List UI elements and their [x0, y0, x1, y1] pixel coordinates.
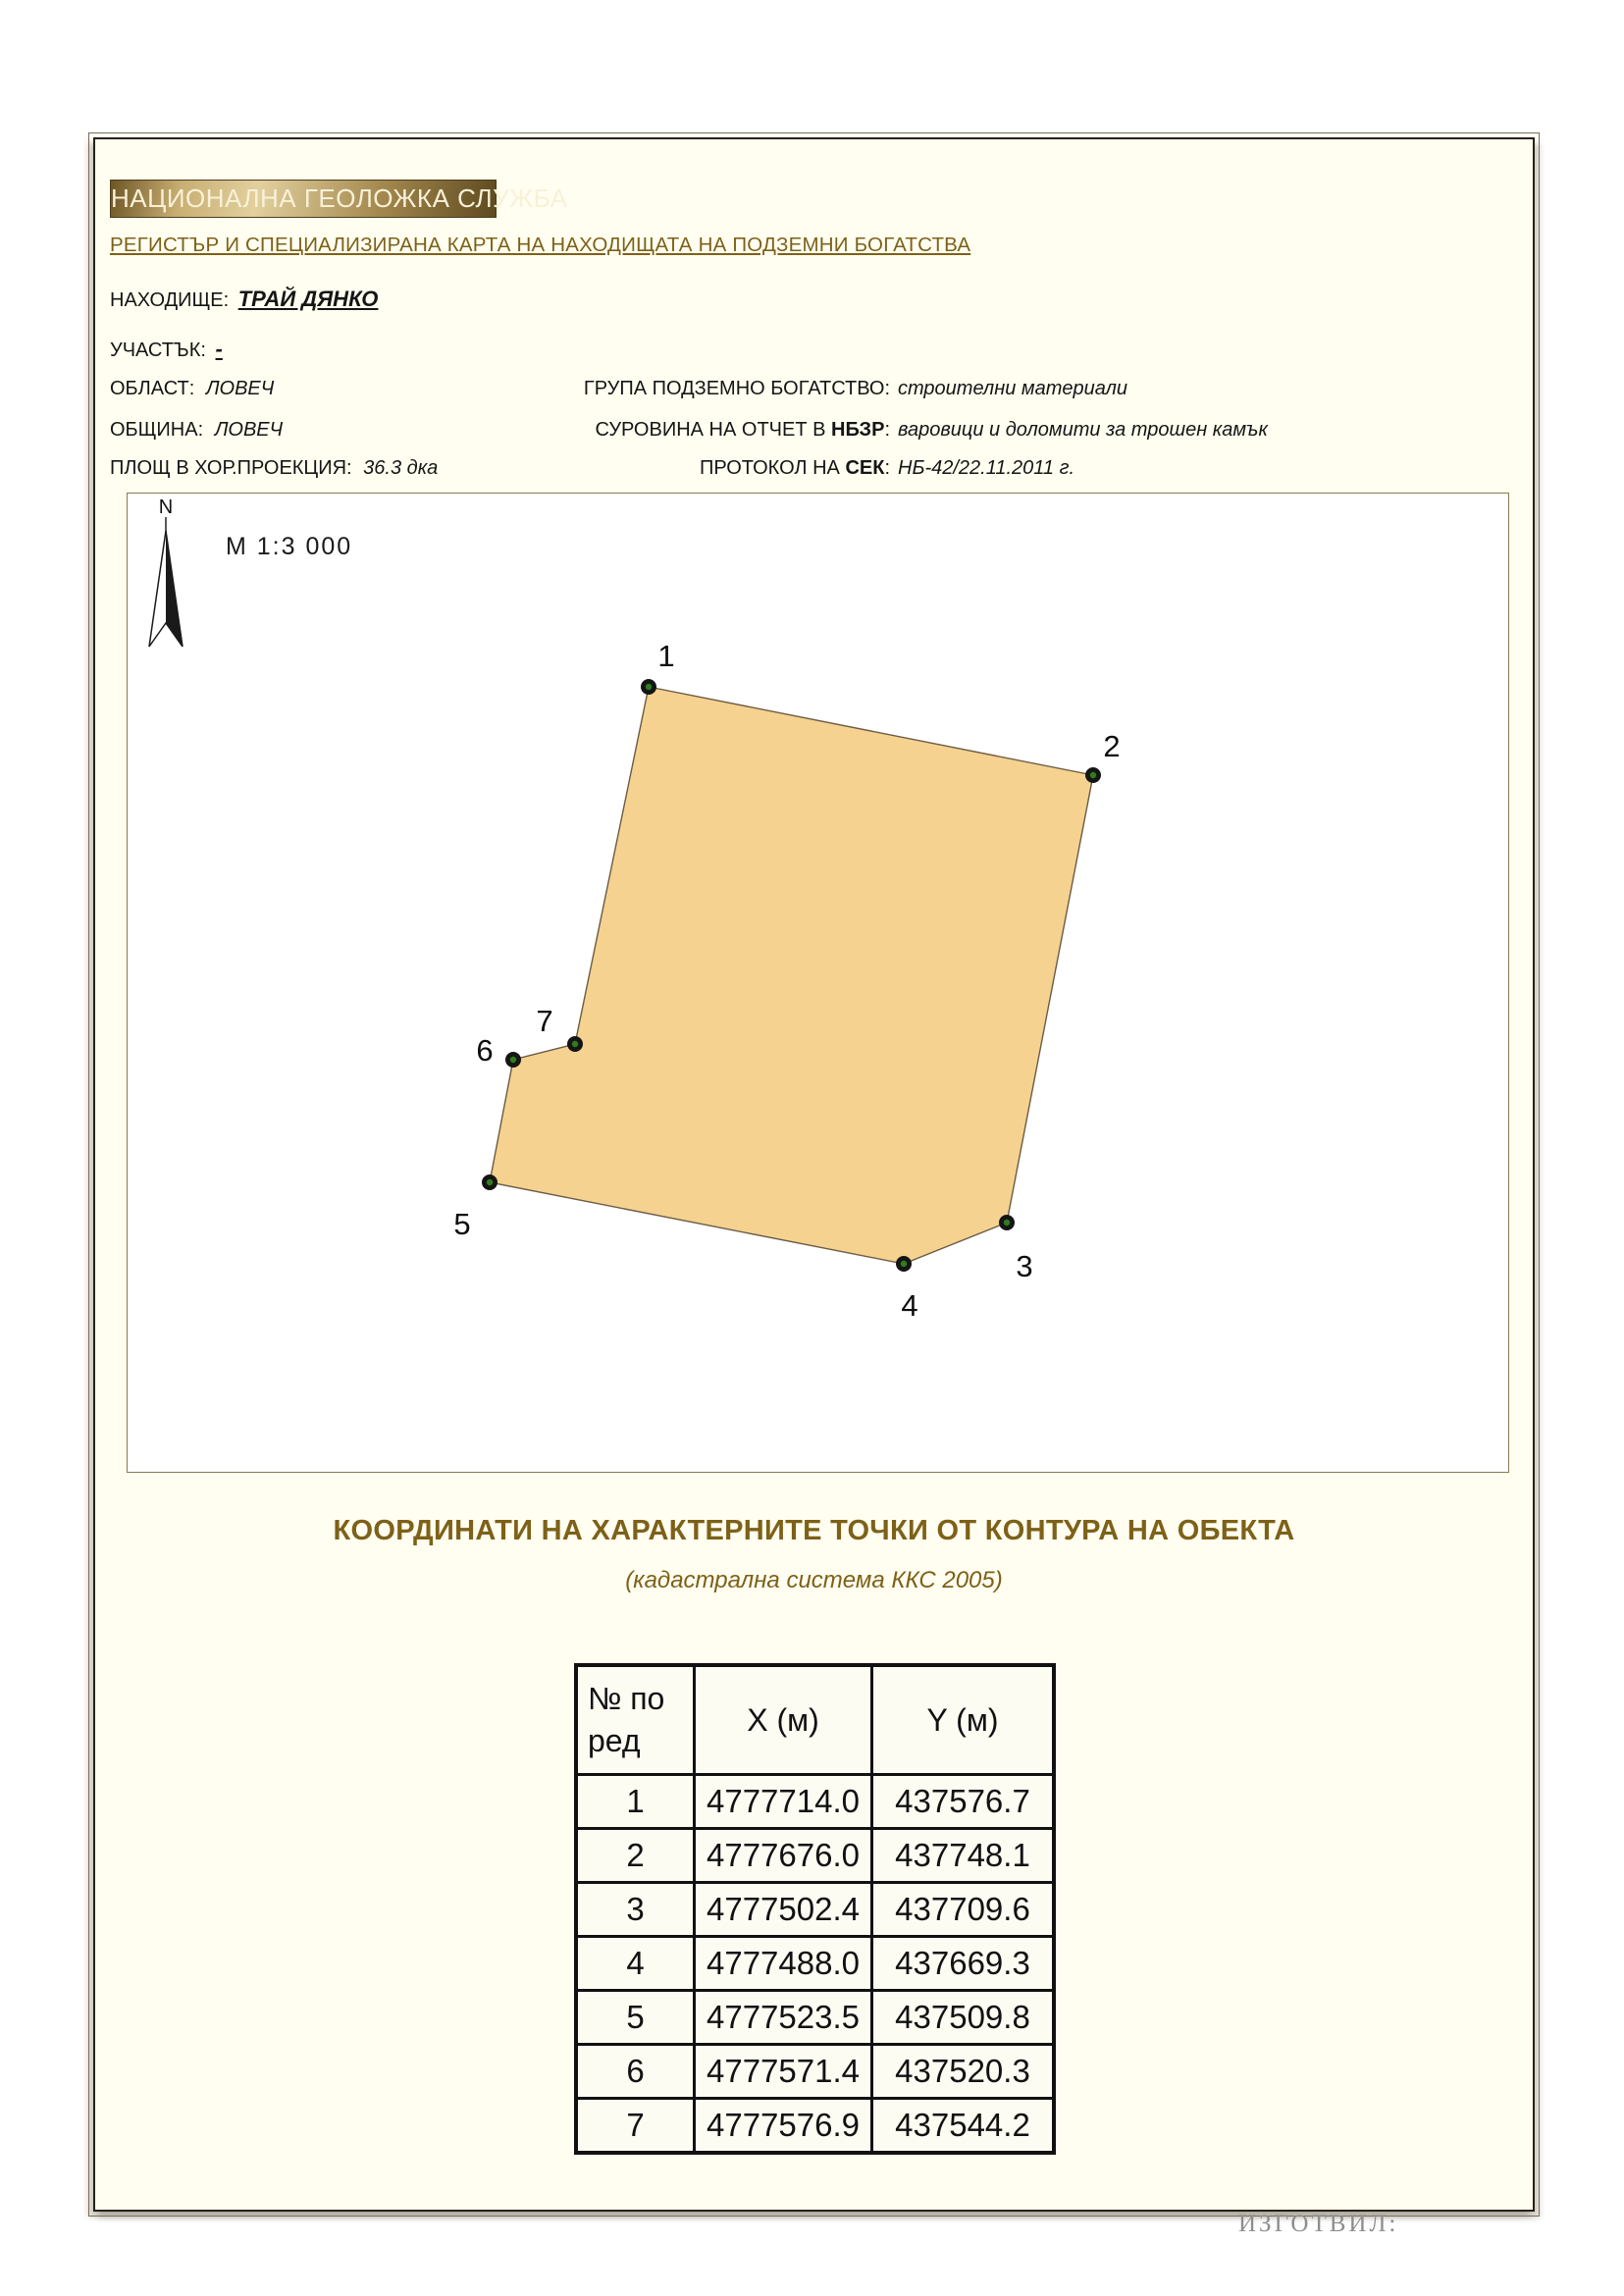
table-row-1 [576, 1775, 1054, 1829]
field-label-site: УЧАСТЪК: [110, 339, 212, 361]
cell-y-6: 437520.3 [872, 2045, 1055, 2099]
coords-section-subtitle: (кадастрална система ККС 2005) [625, 1567, 1003, 1593]
field-value-municipality: ЛОВЕЧ [214, 419, 284, 441]
field-value-protocol: НБ-42/22.11.2011 г. [898, 457, 1075, 479]
cell-y-3: 437709.6 [872, 1883, 1055, 1937]
map-box [127, 493, 1509, 1473]
north-label: N [158, 497, 174, 518]
vertex-marker-center-3 [1004, 1220, 1010, 1226]
field-row-region [110, 378, 274, 400]
field-row-site [110, 337, 223, 362]
cell-y-5: 437509.8 [872, 1991, 1055, 2045]
vertex-marker-center-7 [572, 1041, 578, 1047]
field-value-raw-material: варовици и доломити за трошен камък [898, 419, 1268, 441]
coordinates-table-head [576, 1665, 1054, 1775]
field-row-municipality [110, 419, 283, 442]
cell-x-6: 4777571.4 [695, 2045, 872, 2099]
col-header-x: X (м) [695, 1665, 872, 1775]
north-arrow-icon [141, 497, 190, 654]
table-row-2 [576, 1829, 1054, 1883]
col-header-y: Y (м) [872, 1665, 1055, 1775]
table-row-5 [576, 1991, 1054, 2045]
field-label-region: ОБЛАСТ: [110, 378, 200, 399]
cell-num-3: 3 [576, 1883, 695, 1937]
coordinates-table-body [576, 1775, 1054, 2154]
cell-y-4: 437669.3 [872, 1937, 1055, 1991]
cell-num-5: 5 [576, 1991, 695, 2045]
cell-x-1: 4777714.0 [695, 1775, 872, 1829]
cell-num-7: 7 [576, 2099, 695, 2154]
vertex-marker-center-1 [646, 684, 652, 690]
field-label-municipality: ОБЩИНА: [110, 419, 209, 441]
col-header-num: № по ред [576, 1665, 695, 1775]
cell-num-4: 4 [576, 1937, 695, 1991]
vertex-marker-center-4 [901, 1261, 907, 1267]
coords-section-title: КООРДИНАТИ НА ХАРАКТЕРНИТЕ ТОЧКИ ОТ КОНТУРА НА ОБЕКТА [333, 1515, 1295, 1546]
deposit-outline-map [128, 494, 1508, 1472]
field-label-raw-material: СУРОВИНА НА ОТЧЕТ В НБЗР: [595, 419, 890, 441]
table-row-4 [576, 1937, 1054, 1991]
field-row-resource-group [453, 378, 1127, 400]
register-title: РЕГИСТЪР И СПЕЦИАЛИЗИРАНА КАРТА НА НАХОДИЩАТА НА ПОДЗЕМНИ БОГАТСТВА [110, 234, 971, 256]
field-row-protocol [453, 457, 1074, 480]
field-row-raw-material [453, 419, 1268, 442]
cell-num-2: 2 [576, 1829, 695, 1883]
cell-y-2: 437748.1 [872, 1829, 1055, 1883]
table-row-6 [576, 2045, 1054, 2099]
cell-x-2: 4777676.0 [695, 1829, 872, 1883]
cell-num-6: 6 [576, 2045, 695, 2099]
vertex-marker-center-6 [510, 1057, 516, 1063]
vertex-label-7: 7 [536, 1004, 553, 1038]
map-scale-label: М 1:3 000 [226, 533, 353, 560]
field-label-resource-group: ГРУПА ПОДЗЕМНО БОГАТСТВО: [583, 378, 890, 399]
cell-y-7: 437544.2 [872, 2099, 1055, 2154]
table-row-7 [576, 2099, 1054, 2154]
vertex-label-1: 1 [657, 639, 675, 673]
cell-x-3: 4777502.4 [695, 1883, 872, 1937]
vertex-label-3: 3 [1016, 1249, 1033, 1283]
field-label-area: ПЛОЩ В ХОР.ПРОЕКЦИЯ: [110, 457, 358, 479]
prepared-by-label: ИЗГОТВИЛ: [1238, 2211, 1399, 2237]
org-name-banner [110, 180, 568, 218]
cell-x-4: 4777488.0 [695, 1937, 872, 1991]
coordinates-table [574, 1663, 1056, 2155]
vertex-label-6: 6 [476, 1033, 494, 1068]
vertex-marker-center-5 [487, 1179, 493, 1185]
vertex-label-2: 2 [1103, 729, 1121, 763]
field-value-deposit: ТРАЙ ДЯНКО [237, 287, 379, 311]
cell-x-5: 4777523.5 [695, 1991, 872, 2045]
deposit-contour-polygon [490, 687, 1093, 1264]
field-row-area [110, 457, 438, 480]
field-label-protocol: ПРОТОКОЛ НА СЕК: [699, 457, 890, 479]
vertex-label-4: 4 [901, 1288, 918, 1323]
field-row-deposit [110, 287, 378, 312]
field-value-region: ЛОВЕЧ [205, 378, 275, 399]
field-value-site: - [215, 337, 223, 361]
field-value-area: 36.3 дка [363, 457, 439, 479]
cell-y-1: 437576.7 [872, 1775, 1055, 1829]
page-frame [93, 137, 1535, 2212]
field-value-resource-group: строителни материали [898, 378, 1128, 399]
cell-num-1: 1 [576, 1775, 695, 1829]
org-name: НАЦИОНАЛНА ГЕОЛОЖКА СЛУЖБА [111, 183, 568, 213]
table-header-row [576, 1665, 1054, 1775]
vertex-marker-center-2 [1090, 772, 1096, 778]
cell-x-7: 4777576.9 [695, 2099, 872, 2154]
field-label-deposit: НАХОДИЩЕ: [110, 289, 235, 311]
table-row-3 [576, 1883, 1054, 1937]
vertex-label-5: 5 [453, 1207, 471, 1241]
